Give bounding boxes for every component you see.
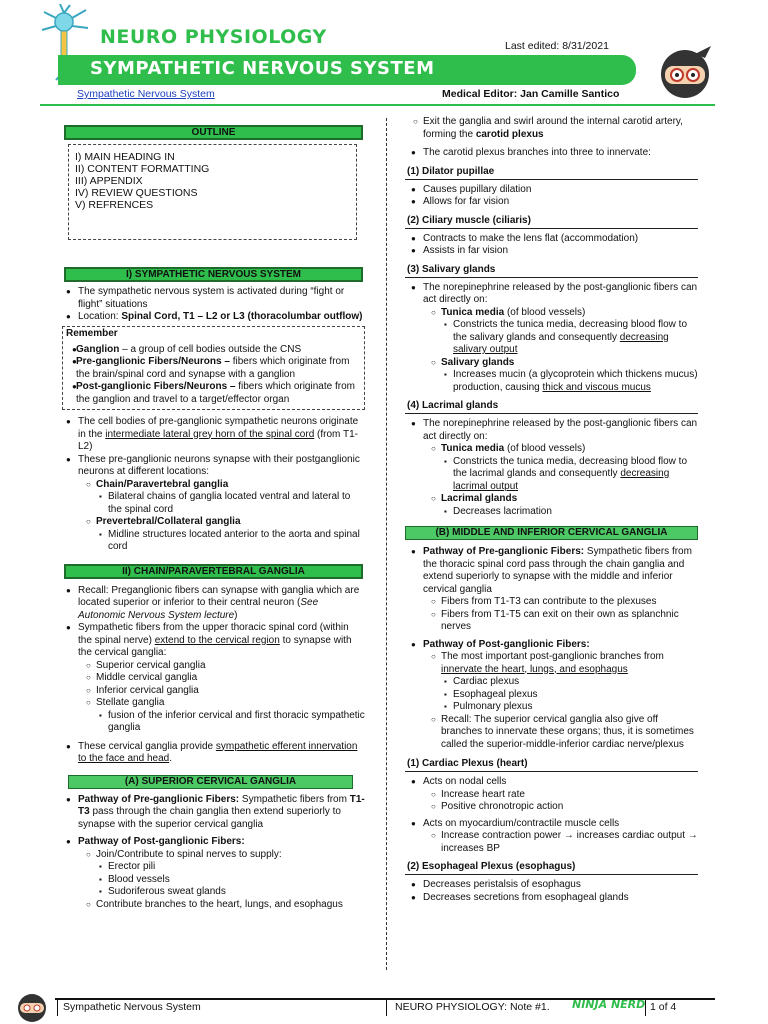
list-item: ▪ Decreases lacrimation: [423, 506, 698, 519]
ninja-nerd-logo: NINJA NERD: [572, 998, 646, 1011]
list-item: ● Allows for far vision: [405, 196, 698, 209]
remember-box: [62, 326, 365, 411]
list-item: ● These cervical ganglia provide sympathetic efferent innervation to the face and head.: [60, 741, 365, 766]
page-header: [0, 0, 768, 110]
list-item: ▪ Pulmonary plexus: [423, 701, 698, 714]
subsection-heading: (2) Ciliary muscle (ciliaris): [405, 215, 698, 229]
outline-item: I) MAIN HEADING IN: [75, 151, 175, 163]
subsection-heading: (B) MIDDLE AND INFERIOR CERVICAL GANGLIA: [405, 526, 698, 540]
footer-topic: Sympathetic Nervous System: [63, 1001, 201, 1013]
list-item: ● Acts on nodal cells ○ Increase heart rate ○ Positive chronotropic action: [405, 776, 698, 814]
list-item: ● These pre-ganglionic neurons synapse with their postganglionic neurons at different locations: ○ Chain/Paravertebral ganglia ▪ Bilateral chains of ganglia located ventral and lateral to the spinal cord ○ Prevertebral/Collateral ganglia ▪ Midline structures located anterior to the aorta and spinal cord: [60, 454, 365, 554]
outline-item: II) CONTENT FORMATTING: [75, 163, 210, 175]
medical-editor: Medical Editor: Jan Camille Santico: [442, 88, 620, 100]
list-item: ▪ Cardiac plexus: [423, 676, 698, 689]
list-item: ● Assists in far vision: [405, 245, 698, 258]
outline-item: IV) REVIEW QUESTIONS: [75, 187, 198, 199]
section-heading: II) CHAIN/PARAVERTEBRAL GANGLIA: [64, 564, 363, 579]
list-item: ○ Middle cervical ganglia: [78, 672, 365, 685]
list-item: ● The norepinephrine released by the post-ganglionic fibers can act directly on: ○ Tunica media (of blood vessels) ▪ Constricts the tunica media, decreasing blood flow to the lacrimal glands and consequently decreasing lacrimal output ○ Lacrimal glands ▪ Decreases lacrimation: [405, 418, 698, 518]
list-item: ▪ Blood vessels: [78, 874, 365, 887]
list-item: ▪ Erector pili: [78, 861, 365, 874]
ninja-mascot-icon: [655, 42, 715, 100]
list-item: ▪ Sudoriferous sweat glands: [78, 886, 365, 899]
subject-title: NEURO PHYSIOLOGY: [100, 26, 327, 48]
last-edited: Last edited: 8/31/2021: [505, 40, 609, 52]
list-item: ● Pathway of Pre-ganglionic Fibers: Sympathetic fibers from the thoracic spinal cord pass through the chain ganglia and extend superiorly to synapse with the middle and inferior cervical ganglia ○ Fibers from T1-T3 can contribute to the plexuses ○ Fibers from T1-T5 can exit on their own as splanchnic nerves: [405, 546, 698, 634]
list-item: ▪ Esophageal plexus: [423, 689, 698, 702]
list-item: ● Sympathetic fibers from the upper thoracic spinal cord (within the spinal nerve) extend to the cervical region to synapse with the cervical ganglia: ○ Superior cervical ganglia ○ Middle cervical ganglia ○ Inferior cervical ganglia ○ Stellate ganglia ▪ fusion of the inferior cervical and first thoracic sympathetic ganglia: [60, 622, 365, 735]
outline-box: [68, 144, 357, 240]
list-item: ○ Exit the ganglia and swirl around the internal carotid artery, forming the carotid plexus: [405, 116, 698, 141]
subsection-heading: (3) Salivary glands: [405, 264, 698, 278]
subsection-heading: (A) SUPERIOR CERVICAL GANGLIA: [68, 775, 353, 789]
list-item: ● Location: Spinal Cord, T1 – L2 or L3 (thoracolumbar outflow): [60, 311, 365, 324]
list-item: ○ Chain/Paravertebral ganglia: [78, 479, 365, 492]
list-item: ● Contracts to make the lens flat (accommodation): [405, 233, 698, 246]
column-divider: [386, 118, 387, 970]
list-item: ▪ Increases mucin (a glycoprotein which thickens mucus) production, causing thick and viscous mucus: [423, 369, 698, 394]
list-item: ○ Tunica media (of blood vessels): [423, 443, 698, 456]
list-item: ● Causes pupillary dilation: [405, 184, 698, 197]
list-item: ● Pathway of Post-ganglionic Fibers: ○ Join/Contribute to spinal nerves to supply: ▪ Erector pili ▪ Blood vessels ▪ Sudoriferous sweat glands ○ Contribute branches to the heart, lungs, and esophagus: [60, 836, 365, 911]
topic-link[interactable]: Sympathetic Nervous System: [77, 88, 215, 100]
remember-title: Remember: [66, 327, 118, 339]
footer-separator: [645, 998, 646, 1016]
footer-note: NEURO PHYSIOLOGY: Note #1.: [395, 1001, 550, 1013]
list-item: ● Pathway of Post-ganglionic Fibers: ○ The most important post-ganglionic branches from innervate the heart, lungs, and esophagus ▪ Cardiac plexus ▪ Esophageal plexus ▪ Pulmonary plexus ○ Recall: The superior cervical ganglia also give off branches to innervate these organs; thus, it is sometimes called the superior-middle-inferior cardiac nerve/plexus: [405, 639, 698, 752]
list-item: ▪ Constricts the tunica media, decreasing blood flow to the lacrimal glands and consequently decreasing lacrimal output: [423, 456, 698, 494]
outline-item: V) REFRENCES: [75, 199, 154, 211]
section-heading: I) SYMPATHETIC NERVOUS SYSTEM: [64, 267, 363, 282]
list-item: ● Ganglion – a group of cell bodies outside the CNS: [66, 344, 361, 357]
header-rule: [40, 104, 715, 106]
list-item: ● The cell bodies of pre-ganglionic sympathetic neurons originate in the intermediate lateral grey horn of the spinal cord (from T1-L2): [60, 416, 365, 454]
right-column: [405, 116, 698, 904]
list-item: ● Pathway of Pre-ganglionic Fibers: Sympathetic fibers from T1-T3 pass through the chain ganglia then extend superiorly to synapse with the superior cervical ganglia: [60, 794, 365, 832]
list-item: ▪ Bilateral chains of ganglia located ventral and lateral to the spinal cord: [78, 491, 365, 516]
list-item: ○ Superior cervical ganglia: [78, 660, 365, 673]
list-item: ○ Stellate ganglia: [78, 697, 365, 710]
list-item: ● The carotid plexus branches into three to innervate:: [405, 147, 698, 160]
footer-separator: [57, 998, 58, 1016]
outline-heading: OUTLINE: [64, 125, 363, 140]
list-item: ○ Positive chronotropic action: [423, 801, 698, 814]
list-item: ● Pre-ganglionic Fibers/Neurons – fibers which originate from the brain/spinal cord and synapse with a ganglion: [66, 356, 361, 381]
subsection-heading: (4) Lacrimal glands: [405, 400, 698, 414]
list-item: ● Decreases peristalsis of esophagus: [405, 879, 698, 892]
list-item: ○ Salivary glands: [423, 357, 698, 370]
list-item: ○ Prevertebral/Collateral ganglia: [78, 516, 365, 529]
list-item: ▪ fusion of the inferior cervical and first thoracic sympathetic ganglia: [78, 710, 365, 735]
list-item: ○ Increase heart rate: [423, 789, 698, 802]
list-item: ○ Recall: The superior cervical ganglia also give off branches to innervate these organs; thus, it is sometimes called the superior-middle-inferior cardiac nerve/plexus: [423, 714, 698, 752]
list-item: ● The sympathetic nervous system is activated during “fight or flight” situations: [60, 286, 365, 311]
list-item: ● Decreases secretions from esophageal glands: [405, 892, 698, 905]
page-title: SYMPATHETIC NERVOUS SYSTEM: [90, 58, 435, 79]
page-footer: [0, 988, 768, 1024]
list-item: ○ Contribute branches to the heart, lungs, and esophagus: [78, 899, 365, 912]
list-item: ○ Fibers from T1-T3 can contribute to the plexuses: [423, 596, 698, 609]
list-item: ○ Tunica media (of blood vessels): [423, 307, 698, 320]
list-item: ▪ Midline structures located anterior to the aorta and spinal cord: [78, 529, 365, 554]
list-item: ○ The most important post-ganglionic branches from innervate the heart, lungs, and esophagus: [423, 651, 698, 676]
list-item: ▪ Constricts the tunica media, decreasing blood flow to the salivary glands and consequently decreasing salivary output: [423, 319, 698, 357]
ninja-mascot-icon: [12, 988, 52, 1024]
list-item: ● Recall: Preganglionic fibers can synapse with ganglia which are located superior or inferior to their central neuron (See Autonomic Nervous System lecture): [60, 585, 365, 623]
outline-item: III) APPENDIX: [75, 175, 143, 187]
list-item: ○ Join/Contribute to spinal nerves to supply:: [78, 849, 365, 862]
page-number: 1 of 4: [650, 1001, 677, 1013]
list-item: ○ Inferior cervical ganglia: [78, 685, 365, 698]
list-item: ○ Fibers from T1-T5 can exit on their own as splanchnic nerves: [423, 609, 698, 634]
list-item: ● Post-ganglionic Fibers/Neurons – fibers which originate from the ganglion and travel to a target/effector organ: [66, 381, 361, 406]
list-item: ● The norepinephrine released by the post-ganglionic fibers can act directly on: ○ Tunica media (of blood vessels) ▪ Constricts the tunica media, decreasing blood flow to the salivary glands and consequently decreasing salivary output ○ Salivary glands ▪ Increases mucin (a glycoprotein which thickens mucus) production, causing thick and viscous mucus: [405, 282, 698, 395]
list-item: ● Acts on myocardium/contractile muscle cells ○ Increase contraction power → increases cardiac output → increases BP: [405, 818, 698, 856]
footer-separator: [386, 998, 387, 1016]
left-column: [60, 116, 365, 911]
subsection-heading: (2) Esophageal Plexus (esophagus): [405, 861, 698, 875]
subsection-heading: (1) Dilator pupillae: [405, 166, 698, 180]
list-item: ○ Increase contraction power → increases cardiac output → increases BP: [423, 830, 698, 855]
subsection-heading: (1) Cardiac Plexus (heart): [405, 758, 698, 772]
list-item: ○ Lacrimal glands: [423, 493, 698, 506]
